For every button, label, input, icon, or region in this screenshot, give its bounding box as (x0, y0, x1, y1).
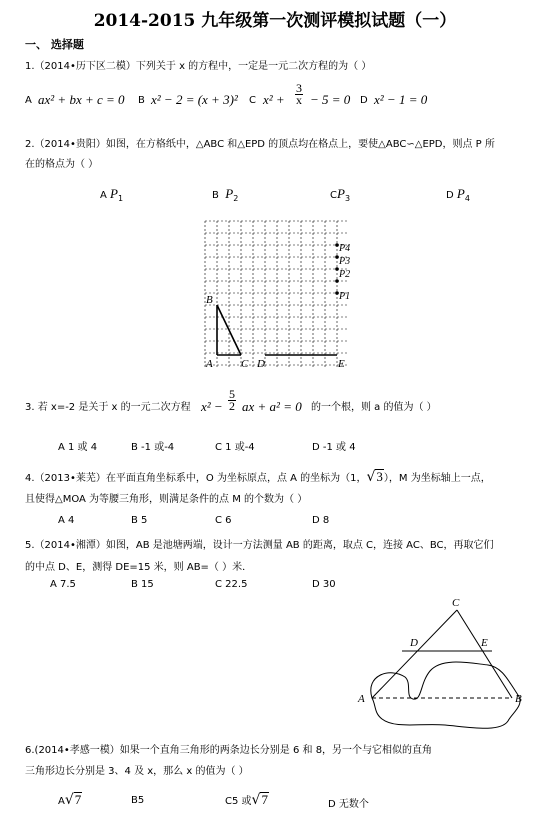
question-3-text-post: 的一个根，则 a 的值为（ ） (311, 402, 437, 413)
question-3-option-d: D -1 或 4 (312, 442, 356, 453)
option-c: $CP_3$ (330, 186, 351, 203)
triangle-abc (217, 305, 241, 355)
question-3-text-pre: 3. 若 x=-2 是关于 x 的一元二次方程 (25, 402, 191, 413)
question-2-stem-line1: 2.（2014•贵阳）如图，在方格纸中，△ABC 和△EPD 的顶点均在格点上，要使△ABC∽△EPD，则点 P 所 (25, 139, 495, 150)
line-bc (457, 610, 512, 698)
label-a: A (206, 358, 213, 370)
fraction-denominator: 2 (229, 399, 235, 413)
label-a: A (358, 693, 365, 705)
question-3-option-b: B -1 或-4 (131, 442, 175, 453)
sqrt-icon: √ (64, 792, 74, 808)
question-4-line1-post: ），M 为坐标轴上一点， (383, 473, 491, 484)
option-a-letter: A (25, 95, 32, 106)
question-5-option-c: C 22.5 (215, 579, 248, 590)
question-2-options (0, 182, 550, 202)
question-4-line1-pre: 4.（2013•莱芜）在平面直角坐标系中，O 为坐标原点，点 A 的坐标为（1， (25, 473, 367, 484)
line-ac (372, 610, 457, 698)
question-6-option-c: C5 或√7 (225, 792, 268, 808)
option-a-math: ax² + bx + c = 0 (38, 92, 125, 107)
grid-lines (205, 221, 347, 368)
question-6-option-d: D 无数个 (328, 799, 369, 810)
question-5-option-a: A 7.5 (50, 579, 76, 590)
label-d: D (257, 358, 265, 370)
question-3-fraction (228, 389, 236, 412)
sqrt-icon: √ (366, 469, 376, 485)
label-b: B (515, 693, 522, 705)
label-b: B (206, 294, 213, 306)
question-4-option-c: C 6 (215, 515, 232, 526)
question-3-eq-a: x² − (201, 399, 223, 414)
option-d-math: x² − 1 = 0 (374, 92, 428, 107)
question-1-stem: 1.（2014•历下区二模）下列关于 x 的方程中，一定是一元二次方程的为（ ） (25, 61, 372, 72)
label-p3: P3 (339, 256, 351, 267)
fraction-numerator: 3 (296, 81, 302, 95)
pond-outline (371, 662, 520, 728)
sqrt-icon: √ (251, 792, 261, 808)
question-5-option-d: D 30 (312, 579, 336, 590)
label-p1: P1 (339, 291, 351, 302)
option-a: A $P_1$ (100, 186, 124, 203)
question-2-grid-figure (195, 213, 355, 373)
option-d-letter: D (360, 95, 368, 106)
question-6-line1: 6.(2014•孝感一模）如果一个直角三角形的两条边长分别是 6 和 8，另一个与它相似的直角 (25, 745, 433, 756)
option-c-math-post: − 5 = 0 (310, 92, 351, 107)
option-c-letter: C (249, 95, 256, 106)
section-heading: 一、 选择题 (25, 38, 84, 51)
question-2-stem-line2: 在的格点为（ ） (25, 159, 99, 170)
question-6-line2: 三角形边长分别是 3、4 及 x，那么 x 的值为（ ） (25, 766, 249, 777)
option-b: B $P_2$ (212, 186, 239, 203)
question-3-option-a: A 1 或 4 (58, 442, 98, 453)
question-5-line1: 5.（2014•湘潭）如图，AB 是池塘两端，设计一方法测量 AB 的距离，取点 C，连接 AC、BC，再取它们 (25, 540, 494, 551)
question-4-option-d: D 8 (312, 515, 330, 526)
option-b-letter: B (138, 95, 145, 106)
label-p2: P2 (339, 269, 351, 280)
fraction-numerator: 5 (229, 387, 235, 401)
option-c-math-pre: x² + (263, 92, 285, 107)
question-4-line1 (25, 469, 491, 486)
question-4-option-b: B 5 (131, 515, 148, 526)
label-e: E (481, 637, 488, 649)
question-5-pond-figure (350, 595, 540, 740)
label-e: E (338, 358, 345, 370)
label-d: D (410, 637, 418, 649)
question-6-option-b: B5 (131, 795, 145, 806)
question-6-option-a: A√7 (58, 792, 82, 808)
fraction-denominator: x (296, 93, 302, 107)
label-c: C (241, 358, 249, 370)
question-4-line2: 且使得△MOA 为等腰三角形，则满足条件的点 M 的个数为（ ） (25, 494, 308, 505)
label-p4: P4 (339, 243, 351, 254)
question-4-sqrt-value: 3 (376, 469, 383, 484)
question-3-option-c: C 1 或-4 (215, 442, 255, 453)
question-5-option-b: B 15 (131, 579, 154, 590)
page-title: 2014-2015 九年级第一次测评模拟试题（一） (93, 11, 457, 31)
question-3-eq-b: ax + a² = 0 (242, 399, 302, 414)
label-c: C (452, 597, 460, 609)
option-c-fraction (295, 83, 303, 106)
option-d: D $P_4$ (446, 186, 470, 203)
option-b-math: x² − 2 = (x + 3)² (151, 92, 238, 107)
question-5-line2: 的中点 D、E，测得 DE=15 米，则 AB=（ ）米． (25, 562, 253, 573)
question-4-option-a: A 4 (58, 515, 75, 526)
